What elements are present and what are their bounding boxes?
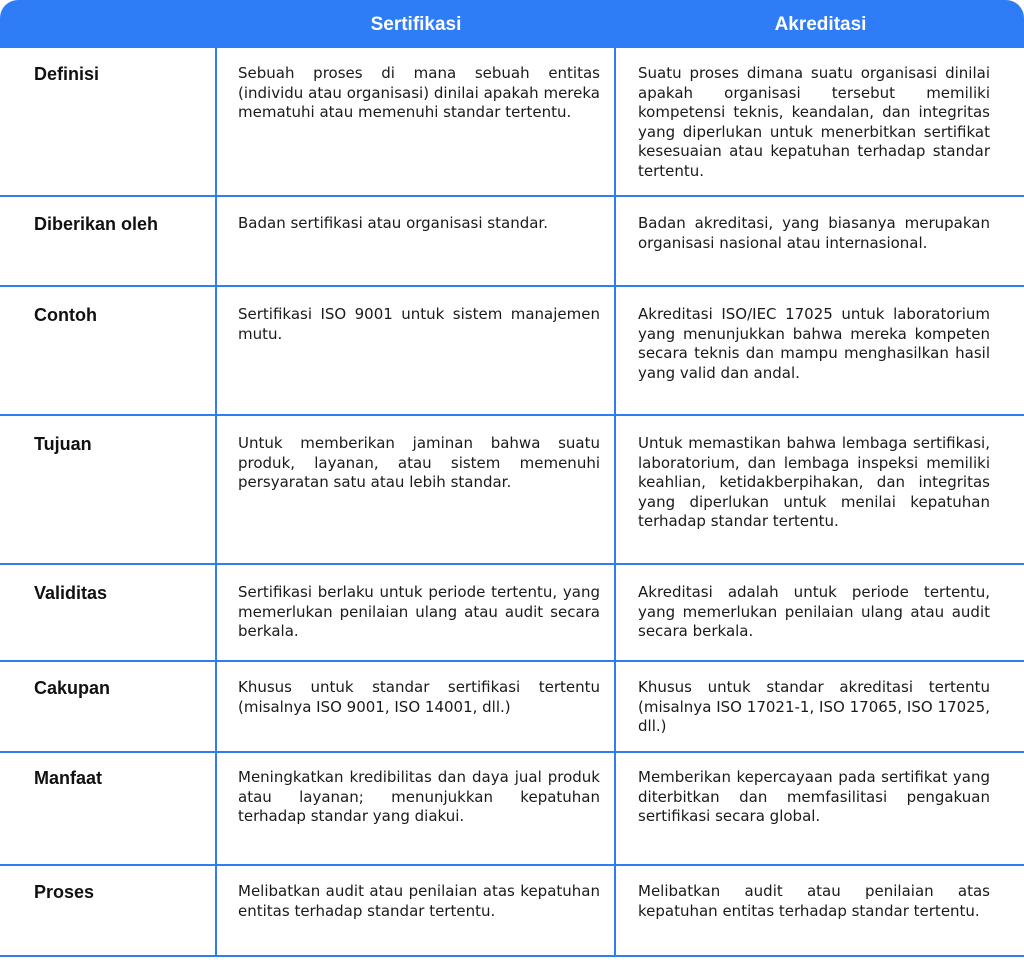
row-divider bbox=[0, 414, 1024, 416]
cell-sertifikasi-validitas: Sertifikasi berlaku untuk periode tertentu, yang memerlukan penilaian ulang atau audit secara berkala. bbox=[238, 583, 600, 640]
cell-sertifikasi-manfaat: Meningkatkan kredibilitas dan daya jual produk atau layanan; menunjukkan kepatuhan terhadap standar yang diakui. bbox=[238, 768, 600, 825]
row-label-definisi: Definisi bbox=[34, 64, 100, 84]
row-label-contoh: Contoh bbox=[34, 305, 97, 325]
row-divider bbox=[0, 563, 1024, 565]
row-divider bbox=[0, 864, 1024, 866]
header-akreditasi: Akreditasi bbox=[774, 14, 867, 35]
cell-akreditasi-tujuan: Untuk memastikan bahwa lembaga sertifikasi, laboratorium, dan lembaga inspeksi memiliki keahlian, ketidakberpihakan, dan integritas yang diperlukan untuk menilai kepatuhan terhadap standar tertentu. bbox=[638, 434, 990, 530]
cell-sertifikasi-tujuan: Untuk memberikan jaminan bahwa suatu produk, layanan, atau sistem memenuhi persyaratan satu atau lebih standar. bbox=[238, 434, 600, 491]
row-divider bbox=[0, 285, 1024, 287]
header-sertifikasi: Sertifikasi bbox=[370, 14, 462, 35]
row-label-proses: Proses bbox=[34, 882, 95, 902]
cell-akreditasi-validitas: Akreditasi adalah untuk periode tertentu, yang memerlukan penilaian ulang atau audit secara berkala. bbox=[638, 583, 990, 640]
cell-sertifikasi-proses: Melibatkan audit atau penilaian atas kepatuhan entitas terhadap standar tertentu. bbox=[238, 882, 600, 920]
row-divider bbox=[0, 751, 1024, 753]
table-header bbox=[0, 0, 1024, 48]
cell-sertifikasi-diberikan-oleh: Badan sertifikasi atau organisasi standar. bbox=[238, 214, 548, 232]
row-divider bbox=[0, 660, 1024, 662]
row-label-tujuan: Tujuan bbox=[34, 434, 92, 454]
row-label-manfaat: Manfaat bbox=[34, 768, 103, 788]
row-divider bbox=[0, 195, 1024, 197]
cell-akreditasi-contoh: Akreditasi ISO/IEC 17025 untuk laboratorium yang menunjukkan bahwa mereka kompeten secara teknis dan mampu menghasilkan hasil yang valid dan andal. bbox=[638, 305, 990, 382]
cell-sertifikasi-cakupan: Khusus untuk standar sertifikasi tertentu (misalnya ISO 9001, ISO 14001, dll.) bbox=[238, 678, 600, 716]
cell-akreditasi-manfaat: Memberikan kepercayaan pada sertifikat yang diterbitkan dan memfasilitasi pengakuan sertifikasi secara global. bbox=[638, 768, 990, 825]
cell-sertifikasi-definisi: Sebuah proses di mana sebuah entitas (individu atau organisasi) dinilai apakah mereka mematuhi atau memenuhi standar tertentu. bbox=[238, 64, 600, 121]
row-label-diberikan-oleh: Diberikan oleh bbox=[34, 214, 159, 234]
row-label-cakupan: Cakupan bbox=[34, 678, 111, 698]
cell-akreditasi-proses: Melibatkan audit atau penilaian atas kepatuhan entitas terhadap standar tertentu. bbox=[638, 882, 990, 920]
cell-akreditasi-diberikan-oleh: Badan akreditasi, yang biasanya merupakan organisasi nasional atau internasional. bbox=[638, 214, 990, 252]
column-divider bbox=[215, 0, 217, 955]
cell-akreditasi-cakupan: Khusus untuk standar akreditasi tertentu (misalnya ISO 17021-1, ISO 17065, ISO 17025, dll.) bbox=[638, 678, 990, 735]
row-label-validitas: Validitas bbox=[34, 583, 108, 603]
cell-sertifikasi-contoh: Sertifikasi ISO 9001 untuk sistem manajemen mutu. bbox=[238, 305, 600, 343]
cell-akreditasi-definisi: Suatu proses dimana suatu organisasi dinilai apakah organisasi tersebut memiliki kompetensi teknis, keandalan, dan integritas yang diperlukan untuk menerbitkan sertifikat kesesuaian atau kepatuhan terhadap standar tertentu. bbox=[638, 64, 990, 180]
column-divider bbox=[614, 0, 616, 955]
